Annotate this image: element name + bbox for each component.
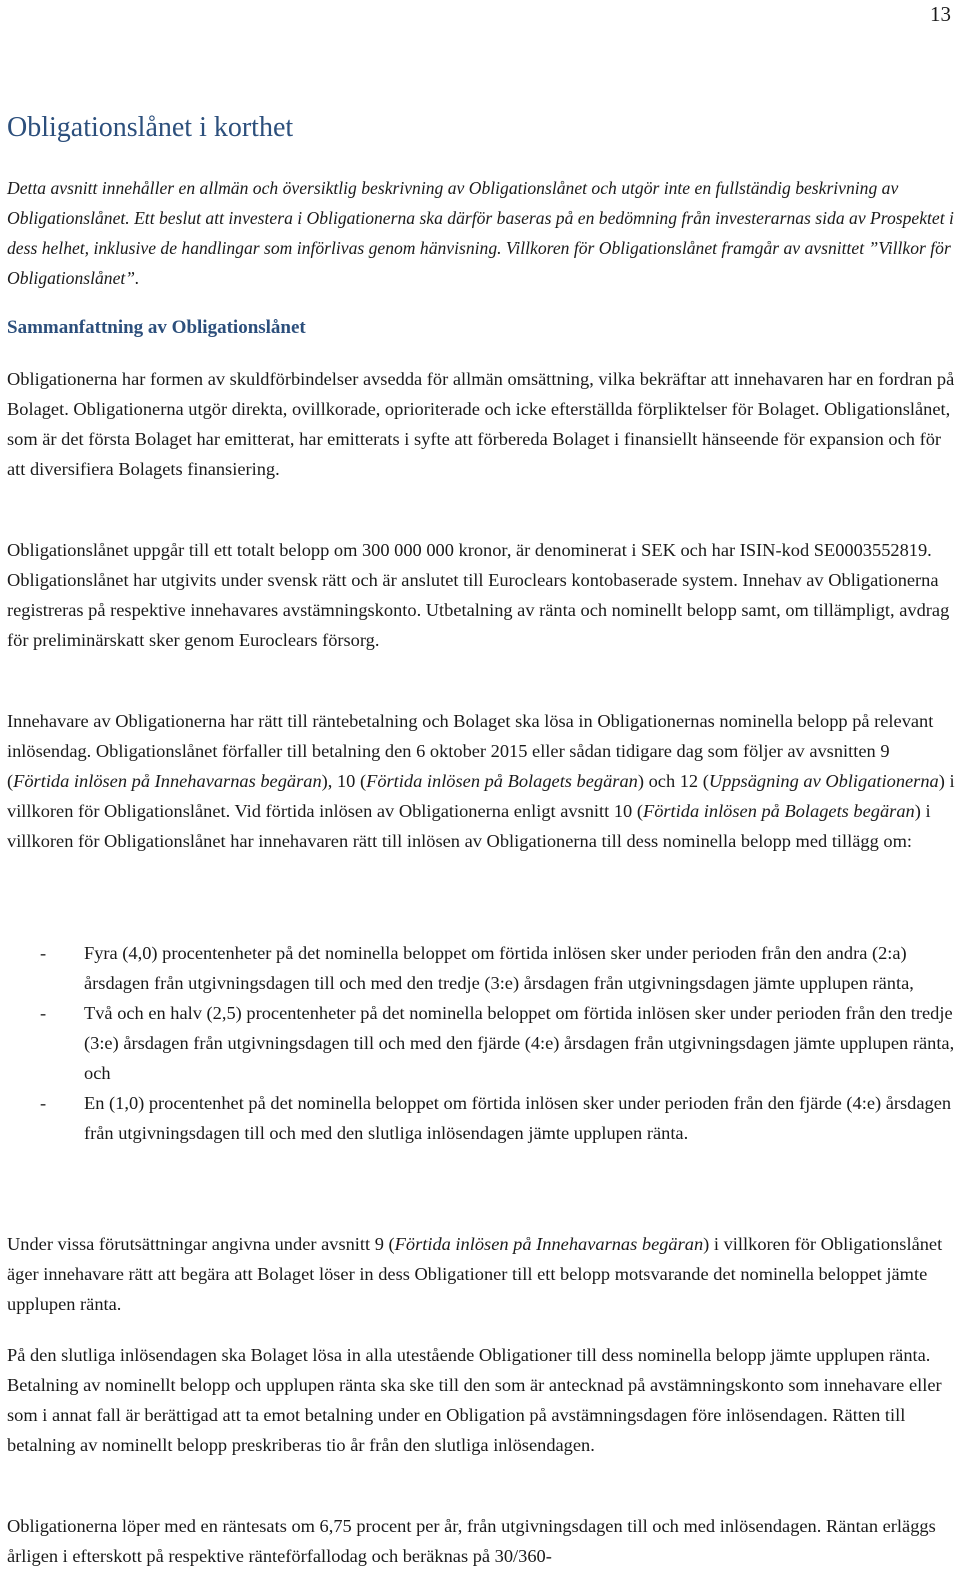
paragraph-final-redemption: På den slutliga inlösendagen ska Bolaget lösa in alla utestående Obligationer till dess nominella belopp jämte upplupen ränta. Betalning av nominellt belopp och upplupen ränta ska ske till den som är antecknad på avstämningskonto som innehavare eller som i annat fall är berättigad att ta emot betalning under en Obligation på avstämningsdagen före inlösendagen. Rätten till betalning av nominellt belopp preskriberas tio år från den slutliga inlösendagen. bbox=[7, 1345, 942, 1455]
list-dash: - bbox=[40, 1093, 47, 1113]
paragraph-interest: Obligationerna löper med en räntesats om 6,75 procent per år, från utgivningsdagen till och med inlösendagen. Räntan erläggs årligen i efterskott på respektive ränteförfallodag och beräknas på 30/360- bbox=[7, 1516, 936, 1566]
intro-paragraph: Detta avsnitt innehåller en allmän och översiktlig beskrivning av Obligationslånet och utgör inte en fullständig beskrivning av Obligationslånet. Ett beslut att investera i Obligationerna ska därför baseras på en bedömning från investerarnas sida av Prospektet i dess helhet, inklusive de handlingar som införlivas genom hänvisning. Villkoren för Obligationslånet framgår av avsnittet ”Villkor för Obligationslånet”. bbox=[7, 178, 954, 288]
page-title: Obligationslånet i korthet bbox=[7, 112, 294, 143]
paragraph-holder-redemption: Under vissa förutsättningar angivna under avsnitt 9 (Förtida inlösen på Innehavarnas begäran) i villkoren för Obligationslånet äger innehavare rätt att begära att Bolaget löser in dess Obligationer till ett belopp motsvarande det nominella beloppet jämte upplupen ränta. bbox=[7, 1234, 943, 1314]
list-item: - Fyra (4,0) procentenheter på det nominella beloppet om förtida inlösen sker under perioden från den andra (2:a) årsdagen från utgivningsdagen till och med den tredje (3:e) årsdagen från utgivningsdagen jämte upplupen ränta, bbox=[7, 938, 955, 998]
paragraph-bond-amount: Obligationslånet uppgår till ett totalt belopp om 300 000 000 kronor, är denominerat i SEK och har ISIN-kod SE0003552819. Obligationslånet har utgivits under svensk rätt och är anslutet till Euroclears kontobaserade system. Innehav av Obligationerna registreras på respektive innehavares avstämningskonto. Utbetalning av ränta och nominellt belopp samt, om tillämpligt, avdrag för preliminärskatt sker genom Euroclears försorg. bbox=[7, 540, 950, 650]
page-number: 13 bbox=[930, 2, 951, 26]
section-heading: Sammanfattning av Obligationslånet bbox=[7, 317, 306, 338]
paragraph-redemption: Innehavare av Obligationerna har rätt till räntebetalning och Bolaget ska lösa in Obligationernas nominella belopp på relevant inlösendag. Obligationslånet förfaller till betalning den 6 oktober 2015 eller sådan tidigare dag som följer av avsnitten 9 (Förtida inlösen på Innehavarnas begäran), 10 (Förtida inlösen på Bolagets begäran) och 12 (Uppsägning av Obligationerna) i villkoren för Obligationslånet. Vid förtida inlösen av Obligationerna enligt avsnitt 10 (Förtida inlösen på Bolagets begäran) i villkoren för Obligationslånet har innehavaren rätt till inlösen av Obligationerna till dess nominella belopp med tillägg om: bbox=[7, 711, 955, 851]
list-item: - Två och en halv (2,5) procentenheter på det nominella beloppet om förtida inlösen sker under perioden från den tredje (3:e) årsdagen från utgivningsdagen till och med den fjärde (4:e) årsdagen från utgivningsdagen jämte upplupen ränta, och bbox=[7, 998, 955, 1088]
list-dash: - bbox=[40, 1003, 47, 1023]
list-dash: - bbox=[40, 943, 47, 963]
list-item: - En (1,0) procentenhet på det nominella beloppet om förtida inlösen sker under perioden från den fjärde (4:e) årsdagen från utgivningsdagen till och med den slutliga inlösendagen jämte upplupen ränta. bbox=[7, 1088, 955, 1148]
paragraph-bond-form: Obligationerna har formen av skuldförbindelser avsedda för allmän omsättning, vilka bekräftar att innehavaren har en fordran på Bolaget. Obligationerna utgör direkta, ovillkorade, oprioriterade och icke efterställda förpliktelser för Bolaget. Obligationslånet, som är det första Bolaget har emitterat, har emitterats i syfte att förbereda Bolaget i finansiellt hänseende för expansion och för att diversifiera Bolagets finansiering. bbox=[7, 369, 955, 479]
premium-list bbox=[7, 938, 955, 1148]
